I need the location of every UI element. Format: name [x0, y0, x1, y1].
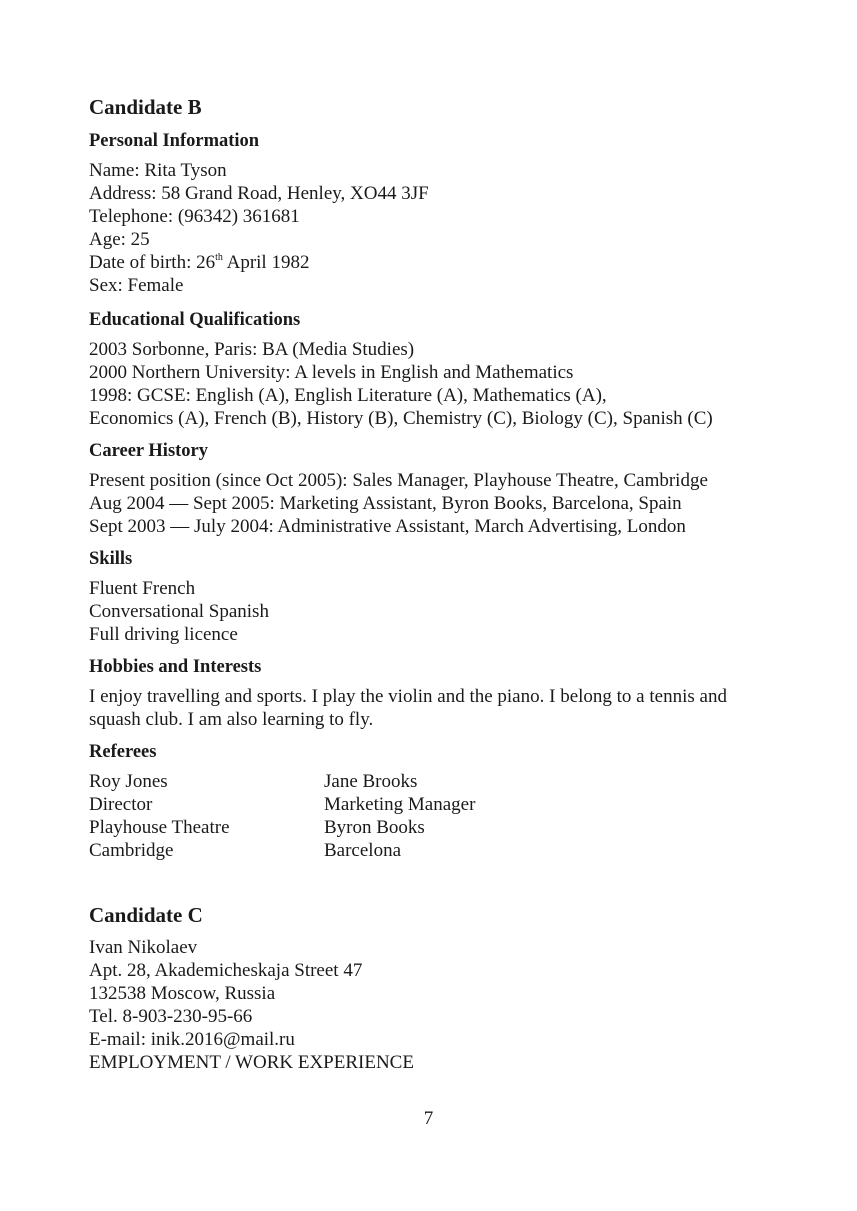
- document-page: [89, 94, 789, 1074]
- personal-sex: Sex: Female: [89, 275, 184, 296]
- education-line: 1998: GCSE: English (A), English Literature (A), Mathematics (A),: [89, 385, 607, 406]
- dob-prefix: Date of birth: 26: [89, 252, 216, 273]
- candidate-c-line: 132538 Moscow, Russia: [89, 983, 276, 1004]
- referees-heading: Referees: [89, 742, 157, 762]
- personal-age: Age: 25: [89, 229, 150, 250]
- referee-right-line: Marketing Manager: [324, 794, 476, 815]
- candidate-c-title: Candidate C: [89, 903, 203, 927]
- referee-right-line: Byron Books: [324, 817, 425, 838]
- personal-name: Name: Rita Tyson: [89, 160, 227, 181]
- candidate-b-title: Candidate B: [89, 95, 202, 119]
- education-heading: Educational Qualifications: [89, 310, 301, 330]
- career-heading: Career History: [89, 441, 209, 461]
- skill-item: Full driving licence: [89, 624, 238, 645]
- personal-telephone: Telephone: (96342) 361681: [89, 206, 300, 227]
- dob-suffix: April 1982: [222, 252, 310, 273]
- candidate-c-line: Ivan Nikolaev: [89, 937, 198, 958]
- referee-left-line: Playhouse Theatre: [89, 817, 230, 838]
- referee-right-line: Barcelona: [324, 840, 402, 861]
- skill-item: Conversational Spanish: [89, 601, 269, 622]
- personal-info-block: [89, 159, 789, 297]
- career-line: Aug 2004 — Sept 2005: Marketing Assistant, Byron Books, Barcelona, Spain: [89, 493, 682, 514]
- education-line: 2003 Sorbonne, Paris: BA (Media Studies): [89, 339, 415, 360]
- career-line: Sept 2003 — July 2004: Administrative Assistant, March Advertising, London: [89, 516, 686, 537]
- dob-ordinal: th: [215, 251, 223, 263]
- referees-table: [89, 770, 789, 862]
- personal-address: Address: 58 Grand Road, Henley, XO44 3JF: [89, 183, 429, 204]
- candidate-c-line: Apt. 28, Akademicheskaja Street 47: [89, 960, 363, 981]
- candidate-c-line: EMPLOYMENT / WORK EXPERIENCE: [89, 1052, 414, 1073]
- personal-dob: [89, 251, 789, 274]
- hobbies-heading: Hobbies and Interests: [89, 657, 262, 677]
- referee-left: [89, 770, 324, 862]
- education-line: 2000 Northern University: A levels in English and Mathematics: [89, 362, 574, 383]
- page-number: 7: [423, 1108, 434, 1129]
- hobbies-text: I enjoy travelling and sports. I play the violin and the piano. I belong to a tennis and squash club. I am also learning to fly.: [89, 686, 727, 730]
- career-line: Present position (since Oct 2005): Sales Manager, Playhouse Theatre, Cambridge: [89, 470, 708, 491]
- candidate-c-block: [89, 936, 789, 1074]
- referee-right: [324, 770, 624, 862]
- skills-heading: Skills: [89, 549, 133, 569]
- referee-left-line: Cambridge: [89, 840, 174, 861]
- candidate-c-line: Tel. 8-903-230-95-66: [89, 1006, 253, 1027]
- candidate-c-line: E-mail: inik.2016@mail.ru: [89, 1029, 295, 1050]
- skill-item: Fluent French: [89, 578, 196, 599]
- education-line: Economics (A), French (B), History (B), Chemistry (C), Biology (C), Spanish (C): [89, 408, 713, 429]
- referee-left-line: Roy Jones: [89, 771, 168, 792]
- skills-block: [89, 577, 789, 646]
- referee-left-line: Director: [89, 794, 153, 815]
- referee-right-line: Jane Brooks: [324, 771, 418, 792]
- personal-info-heading: Personal Information: [89, 131, 260, 151]
- career-block: [89, 469, 789, 538]
- education-block: [89, 338, 789, 430]
